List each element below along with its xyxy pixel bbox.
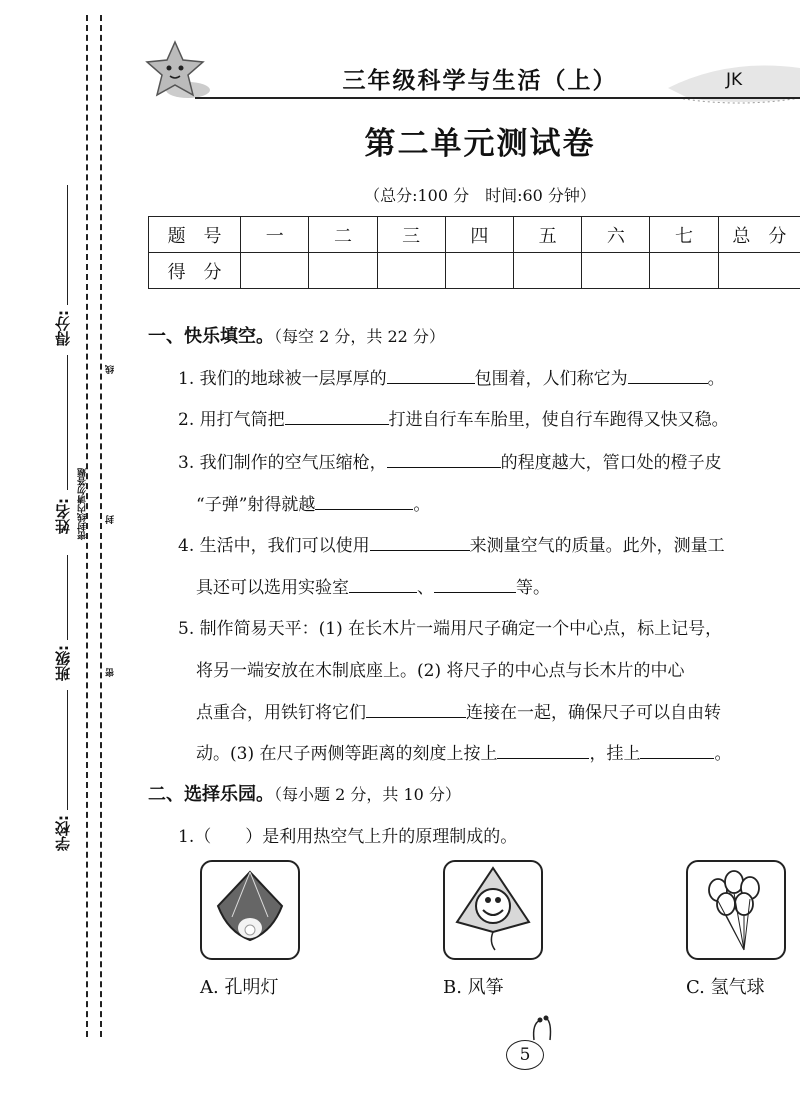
score-header-cell: 三 [377, 217, 445, 253]
section-2-title: 二、选择乐园。 [148, 784, 274, 805]
question-text: 。 [413, 495, 431, 515]
name-line [67, 355, 68, 490]
bug-antenna-icon [528, 1012, 558, 1042]
question-1-5-line3 [196, 698, 721, 723]
question-text: 1. 我们的地球被一层厚厚的 [178, 369, 387, 389]
option-a-image[interactable] [200, 860, 300, 960]
question-text: 动。(3) 在尺子两侧等距离的刻度上按上 [196, 744, 498, 764]
score-header-cell: 一 [241, 217, 309, 253]
question-text: ）是利用热空气上升的原理制成的。 [245, 827, 518, 847]
score-input-cell[interactable] [241, 253, 309, 289]
label-score: 得分: [54, 310, 72, 346]
seal-warning-text: 密封线内请勿答题 [78, 468, 88, 540]
question-text: ，挂上 [589, 744, 641, 764]
score-input-cell[interactable] [377, 253, 445, 289]
question-text: 、 [417, 578, 434, 598]
score-header-cell: 六 [582, 217, 650, 253]
question-text: 1.（ [178, 827, 212, 847]
question-text: 4. 生活中，我们可以使用 [178, 536, 370, 556]
question-text: 打进自行车车胎里，使自行车跑得又快又稳。 [388, 410, 729, 430]
balloons-icon [688, 862, 784, 958]
seal-text-line: 线 [106, 365, 116, 374]
sky-lantern-icon [202, 862, 298, 958]
school-line [67, 690, 68, 810]
answer-blank[interactable] [315, 491, 413, 510]
answer-blank[interactable] [349, 574, 417, 593]
score-line [67, 185, 68, 305]
answer-blank[interactable] [497, 740, 589, 759]
class-line [67, 555, 68, 640]
question-text: 点重合，用铁钉将它们 [196, 703, 366, 723]
page-title: 第二单元测试卷 [364, 126, 596, 162]
score-input-cell[interactable] [650, 253, 718, 289]
question-text: 。 [714, 744, 732, 764]
header-badge: JK [726, 70, 743, 90]
score-row-label: 得 分 [149, 253, 241, 289]
question-1-5-line2 [196, 656, 684, 681]
question-1-1 [178, 364, 725, 389]
score-input-cell[interactable] [309, 253, 377, 289]
option-c-label: C. 氢气球 [686, 977, 765, 998]
option-b-image[interactable] [443, 860, 543, 960]
score-header-cell: 题 号 [149, 217, 241, 253]
question-text: 连接在一起，确保尺子可以自由转 [466, 703, 721, 723]
answer-blank[interactable] [370, 532, 470, 551]
question-text: 。 [707, 369, 725, 389]
section-2-heading [148, 780, 461, 806]
header-rule [195, 97, 800, 99]
score-header-cell: 总 分 [718, 217, 800, 253]
kite-icon [445, 862, 541, 958]
question-text: “子弹”射得就越 [196, 495, 316, 515]
seal-text-seal: 封 [106, 515, 116, 524]
question-text: 3. 我们制作的空气压缩枪， [178, 453, 387, 473]
score-input-cell[interactable] [445, 253, 513, 289]
score-header-cell: 五 [514, 217, 582, 253]
question-2-1 [178, 822, 517, 847]
question-text: 等。 [516, 578, 550, 598]
label-name: 姓名: [54, 498, 72, 534]
question-text: 来测量空气的质量。此外，测量工 [469, 536, 725, 556]
score-header-cell: 七 [650, 217, 718, 253]
option-a-label: A. 孔明灯 [200, 977, 279, 998]
score-input-cell[interactable] [718, 253, 800, 289]
section-2-note: （每小题 2 分，共 10 分） [274, 785, 461, 804]
answer-blank[interactable] [640, 740, 714, 759]
question-text: 5. 制作简易天平：(1) 在长木片一端用尺子确定一个中心点，标上记号， [178, 619, 723, 639]
answer-blank[interactable] [366, 699, 466, 718]
question-1-2 [178, 405, 729, 430]
question-text: 的程度越大，管口处的橙子皮 [500, 453, 722, 473]
option-b-label: B. 风筝 [443, 977, 504, 998]
page-number: 5 [506, 1040, 544, 1070]
star-mascot-icon [140, 38, 210, 104]
score-header-cell: 四 [445, 217, 513, 253]
score-header-cell: 二 [309, 217, 377, 253]
answer-blank[interactable] [387, 449, 501, 468]
answer-blank[interactable] [628, 365, 708, 384]
section-1-heading [148, 322, 445, 348]
score-input-cell[interactable] [514, 253, 582, 289]
seal-text-secret: 密 [106, 668, 116, 677]
section-1-note: （每空 2 分，共 22 分） [274, 327, 445, 346]
exam-info: （总分:100 分 时间:60 分钟） [364, 186, 596, 205]
question-text: 包围着，人们称它为 [474, 369, 628, 389]
seal-dashed-line-right [100, 15, 102, 1037]
question-1-5 [178, 614, 722, 639]
book-title: 三年级科学与生活（上） [342, 68, 618, 94]
answer-blank[interactable] [285, 406, 389, 425]
option-c-image[interactable] [686, 860, 786, 960]
question-text: 具还可以选用实验室 [196, 578, 349, 598]
label-class: 班级: [54, 645, 72, 681]
question-1-4-cont [196, 573, 550, 598]
question-1-3 [178, 448, 722, 473]
question-text: 将另一端安放在木制底座上。(2) 将尺子的中心点与长木片的中心 [196, 661, 685, 681]
question-text: 2. 用打气筒把 [178, 410, 285, 430]
answer-blank[interactable] [387, 365, 475, 384]
answer-blank[interactable] [434, 574, 516, 593]
question-1-5-line4 [196, 739, 731, 764]
question-1-3-cont [196, 490, 430, 515]
score-input-cell[interactable] [582, 253, 650, 289]
score-table [148, 216, 800, 289]
section-1-title: 一、快乐填空。 [148, 326, 274, 347]
question-1-4 [178, 531, 725, 556]
label-school: 学校: [54, 815, 72, 851]
